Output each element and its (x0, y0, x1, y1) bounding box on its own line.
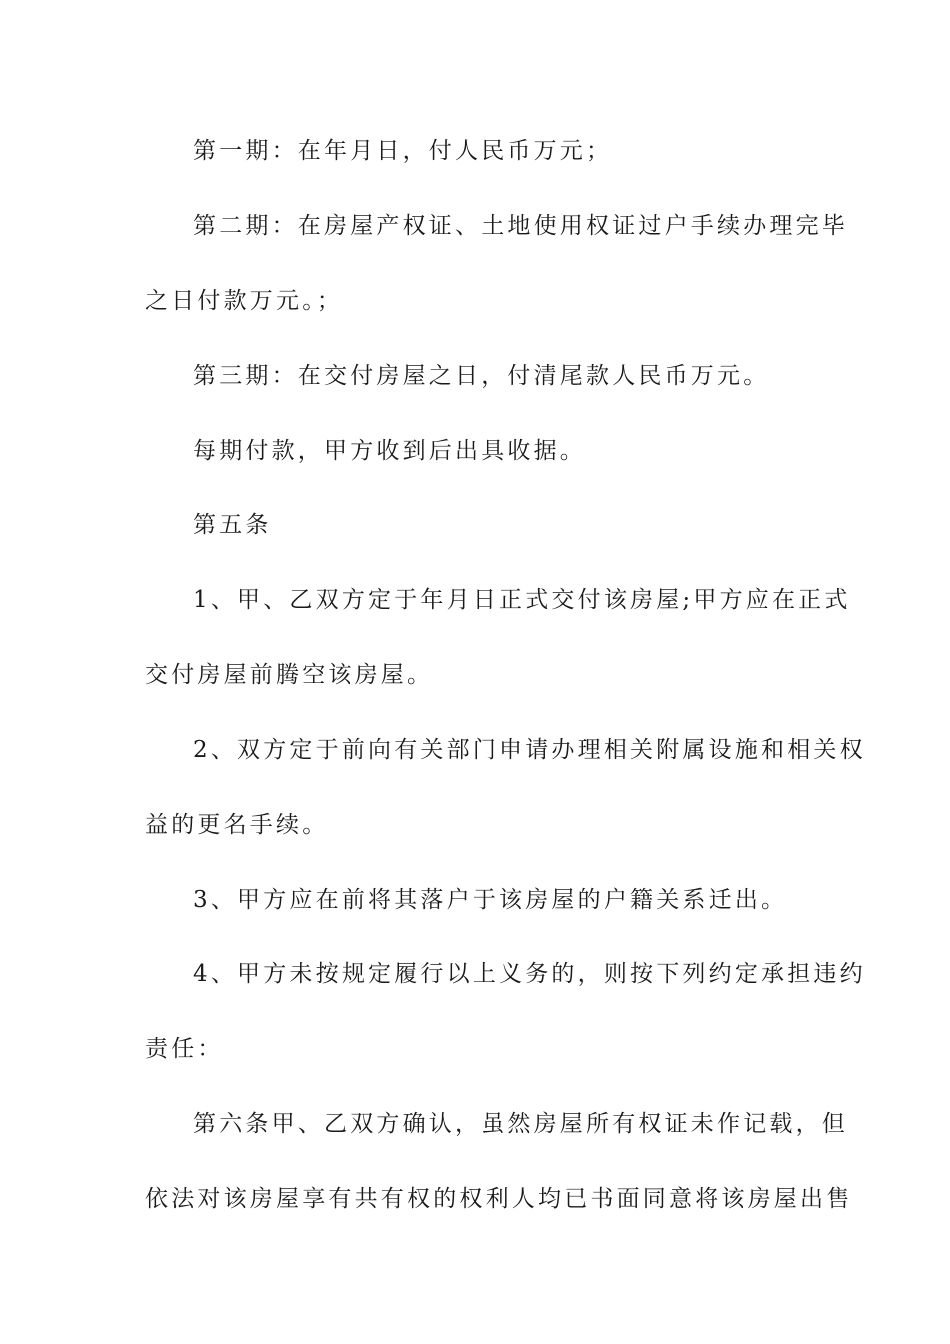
article-five-item-1: 1、甲、乙双方定于年月日正式交付该房屋;甲方应在正式 (193, 587, 851, 613)
payment-second-installment-cont: 之日付款万元。； (145, 288, 344, 314)
article-five-item-2-cont: 益的更名手续。 (145, 812, 329, 838)
payment-first-installment: 第一期：在年月日，付人民币万元； (193, 138, 613, 164)
article-five-item-2: 2、双方定于前向有关部门申请办理相关附属设施和相关权 (193, 737, 866, 763)
article-five-item-1-cont: 交付房屋前腾空该房屋。 (145, 662, 434, 688)
article-six-paragraph: 第六条甲、乙双方确认，虽然房屋所有权证未作记载，但 (193, 1111, 848, 1137)
payment-second-installment: 第二期：在房屋产权证、土地使用权证过户手续办理完毕 (193, 213, 848, 239)
payment-receipt-note: 每期付款，甲方收到后出具收据。 (193, 438, 586, 464)
article-five-item-4-cont: 责任： (145, 1036, 224, 1062)
article-six-paragraph-cont: 依法对该房屋享有共有权的权利人均已书面同意将该房屋出售 (145, 1186, 853, 1212)
article-five-item-3: 3、甲方应在前将其落户于该房屋的户籍关系迁出。 (193, 887, 788, 913)
article-five-heading: 第五条 (193, 512, 272, 538)
payment-third-installment: 第三期：在交付房屋之日，付清尾款人民币万元。 (193, 363, 770, 389)
article-five-item-4: 4、甲方未按规定履行以上义务的，则按下列约定承担违约 (193, 961, 866, 987)
